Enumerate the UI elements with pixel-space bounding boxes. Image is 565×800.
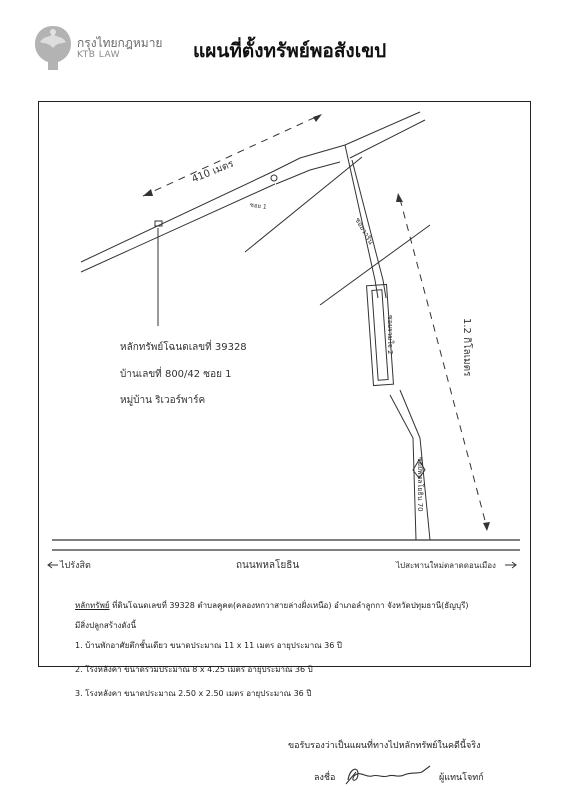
label-to-right: ไปสะพานใหม่ตลาดดอนเมือง: [396, 561, 496, 570]
label-soi-nimit: ซอยวาริน: [353, 216, 375, 246]
handwritten-signature: [342, 762, 434, 788]
arrowhead-top-left-icon: [143, 189, 153, 196]
label-property-note-3: หมู่บ้าน ริเวอร์พาร์ค: [120, 395, 206, 406]
signer-role: ผู้แทนโจทก์: [439, 773, 484, 783]
lower-soi-left-edge: [390, 395, 416, 540]
property-title-line: [75, 600, 525, 612]
arrowhead-right-top-icon: [396, 193, 403, 202]
soi-vertical-right-edge: [352, 160, 386, 298]
building-item: 3. โรงหลังคา ขนาดประมาณ 2.50 x 2.50 เมตร อายุประมาณ 36 ปี: [75, 689, 312, 698]
property-detail: ที่ดินโฉนดเลขที่ 39328 ตำบลคูคต(คลองหกวาสายล่างฝั่งเหนือ) อำเภอลำลูกกา จังหวัดปทุมธานี(ธัญบุรี): [112, 601, 469, 610]
soi-1-road-lower-edge: [81, 172, 272, 262]
label-to-left: ไปรังสิต: [60, 561, 91, 571]
property-label: หลักทรัพย์: [75, 601, 110, 610]
label-soi-1-small: ซอย 1: [249, 201, 268, 211]
label-distance-right: 1.2 กิโลเมตร: [461, 318, 472, 377]
top-diagonal-road-edge-2: [350, 120, 425, 158]
label-soi-70: ซอยพหลโยธิน 70: [416, 457, 424, 512]
label-property-note-1: หลักทรัพย์โฉนดเลขที่ 39328: [120, 342, 247, 353]
building-item: 1. บ้านพักอาศัยตึกชั้นเดียว ขนาดประมาณ 11 x 11 เมตร อายุประมาณ 36 ปี: [75, 641, 342, 650]
soi-1-road-upper-edge: [81, 184, 275, 272]
page-title: แผนที่ตั้งทรัพย์พอสังเขป: [193, 40, 387, 62]
distance-right-dashed-line: [400, 199, 487, 528]
buildings-header: มีสิ่งปลูกสร้างดังนี้: [75, 621, 137, 630]
connector-road-upper-edge: [272, 145, 345, 172]
junction-marker: [271, 175, 277, 181]
sign-label: ลงชื่อ: [314, 773, 336, 783]
arrowhead-right-bottom-icon: [483, 522, 490, 531]
property-description: [75, 600, 525, 712]
logo-name-thai: กรุงไทยกฎหมาย: [77, 36, 163, 50]
label-property-note-2: บ้านเลขที่ 800/42 ซอย 1: [120, 369, 232, 380]
label-distance-top: 410 เมตร: [190, 158, 236, 186]
distance-top-dashed-line: [143, 116, 318, 196]
label-main-road: ถนนพหลโยธิน: [236, 560, 300, 571]
arrowhead-top-right-icon: [313, 114, 322, 122]
building-item: 2. โรงหลังคา ขนาดรวมประมาณ 8 x 4.25 เมตร อายุประมาณ 36 ปี: [75, 665, 313, 674]
signature-row: [314, 768, 544, 788]
lower-diagonal-road: [320, 225, 430, 305]
certification-text: ขอรับรองว่าเป็นแผนที่ทางไปหลักทรัพย์ในคดีนี้จริง: [288, 741, 481, 751]
soi-ruamjai-inner-block: [372, 290, 388, 380]
logo-name-english: KTB LAW: [77, 50, 121, 60]
label-soi-ruamjai: ซอยรวมใจ 2: [386, 315, 394, 355]
